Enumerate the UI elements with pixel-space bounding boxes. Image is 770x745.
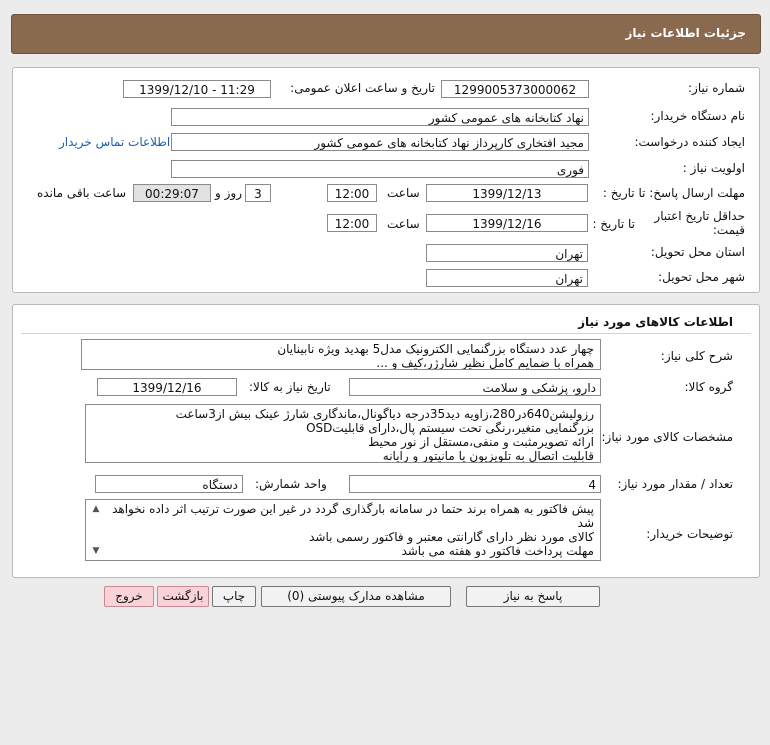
validity-label: حداقل تاریخ اعتبار bbox=[654, 209, 745, 223]
buyer-notes-box[interactable] bbox=[85, 499, 601, 561]
validity-until-label: تا تاریخ : bbox=[592, 217, 635, 231]
scroll-down-icon[interactable]: ▼ bbox=[92, 546, 100, 556]
city-label: شهر محل تحویل: bbox=[658, 270, 745, 284]
unit-label: واحد شمارش: bbox=[255, 477, 327, 491]
buyer-notes-line: مهلت پرداخت فاکتور دو هفته می باشد bbox=[401, 544, 594, 558]
province-field: تهران bbox=[426, 244, 588, 262]
deadline-label: مهلت ارسال پاسخ: تا تاریخ : bbox=[602, 186, 745, 200]
group-field: دارو، پزشکی و سلامت bbox=[349, 378, 601, 396]
attachments-button[interactable]: مشاهده مدارک پیوستی (0) bbox=[261, 586, 451, 607]
specs-box bbox=[85, 404, 601, 463]
need-number-field: 1299005373000062 bbox=[441, 80, 589, 98]
specs-line: بزرگنمایی متغیر،رنگی تحت سیستم پال،دارای قابلیتOSD bbox=[306, 421, 594, 435]
buyer-org-label: نام دستگاه خریدار: bbox=[650, 109, 745, 123]
need-date-label: تاریخ نیاز به کالا: bbox=[249, 380, 331, 394]
goods-panel bbox=[12, 304, 760, 578]
scroll-up-icon[interactable]: ▲ bbox=[92, 504, 100, 514]
unit-field: دستگاه bbox=[95, 475, 243, 493]
general-desc-label: شرح کلی نیاز: bbox=[660, 349, 733, 363]
general-desc-line: همراه با ضمایم کامل نظیر شارژر،کیف و ... bbox=[376, 356, 594, 370]
requester-field: مجید افتخاری کارپرداز نهاد کتابخانه های عمومی کشور bbox=[171, 133, 589, 151]
group-label: گروه کالا: bbox=[684, 380, 733, 394]
buyer-notes-line: شد bbox=[577, 516, 594, 530]
print-button[interactable]: چاپ bbox=[212, 586, 256, 607]
page-header bbox=[11, 14, 761, 54]
days-field: 3 bbox=[245, 184, 271, 202]
exit-button[interactable]: خروج bbox=[104, 586, 154, 607]
section-divider bbox=[21, 333, 751, 334]
back-button[interactable]: بازگشت bbox=[157, 586, 209, 607]
buyer-notes-line: کالای مورد نظر دارای گارانتی معتبر و فاکتور رسمی باشد bbox=[309, 530, 594, 544]
deadline-date-field: 1399/12/13 bbox=[426, 184, 588, 202]
validity-label-2: قیمت: bbox=[712, 223, 745, 237]
reply-button[interactable]: پاسخ به نیاز bbox=[466, 586, 600, 607]
validity-time-field: 12:00 bbox=[327, 214, 377, 232]
specs-line: ارائه تصویرمثبت و منفی،مستقل از نور محیط bbox=[368, 435, 594, 449]
announce-label: تاریخ و ساعت اعلان عمومی: bbox=[290, 81, 435, 95]
general-desc-line: چهار عدد دستگاه بزرگنمایی الکترونیک مدل5 بهدید ویژه نابینایان bbox=[277, 342, 594, 356]
need-info-panel bbox=[12, 67, 760, 293]
requester-label: ایجاد کننده درخواست: bbox=[634, 135, 745, 149]
goods-section-title: اطلاعات کالاهای مورد نیاز bbox=[578, 315, 733, 329]
qty-field: 4 bbox=[349, 475, 601, 493]
remaining-time-field: 00:29:07 bbox=[133, 184, 211, 202]
buyer-notes-line: پیش فاکتور به همراه برند حتما در سامانه بارگذاری گردد در غیر این صورت ترتیب اثر داده نخواهد bbox=[112, 502, 594, 516]
deadline-time-label: ساعت bbox=[387, 186, 420, 200]
validity-time-label: ساعت bbox=[387, 217, 420, 231]
city-field: تهران bbox=[426, 269, 588, 287]
validity-date-field: 1399/12/16 bbox=[426, 214, 588, 232]
need-number-label: شماره نیاز: bbox=[688, 81, 745, 95]
province-label: استان محل تحویل: bbox=[650, 245, 745, 259]
buyer-notes-label: توضیحات خریدار: bbox=[646, 527, 733, 541]
specs-line: قابلیت اتصال به تلویزیون یا مانیتور و رایانه bbox=[382, 449, 594, 463]
qty-label: تعداد / مقدار مورد نیاز: bbox=[617, 477, 733, 491]
buyer-org-field: نهاد کتابخانه های عمومی کشور bbox=[171, 108, 589, 126]
specs-line: رزولیشن640در280،زاویه دید35درجه دیاگونال،ماندگاری شارژ عینک بیش از3ساعت bbox=[175, 407, 594, 421]
announce-datetime-field: 1399/12/10 - 11:29 bbox=[123, 80, 271, 98]
need-date-field: 1399/12/16 bbox=[97, 378, 237, 396]
general-desc-box bbox=[81, 339, 601, 370]
deadline-time-field: 12:00 bbox=[327, 184, 377, 202]
page-title: جزئیات اطلاعات نیاز bbox=[625, 26, 746, 40]
days-label: روز و bbox=[215, 186, 242, 200]
remaining-label: ساعت باقی مانده bbox=[37, 186, 127, 200]
priority-label: اولویت نیاز : bbox=[682, 161, 745, 175]
priority-field: فوری bbox=[171, 160, 589, 178]
specs-label: مشخصات کالای مورد نیاز: bbox=[601, 430, 733, 444]
buyer-contact-link[interactable]: اطلاعات تماس خریدار bbox=[59, 135, 171, 149]
